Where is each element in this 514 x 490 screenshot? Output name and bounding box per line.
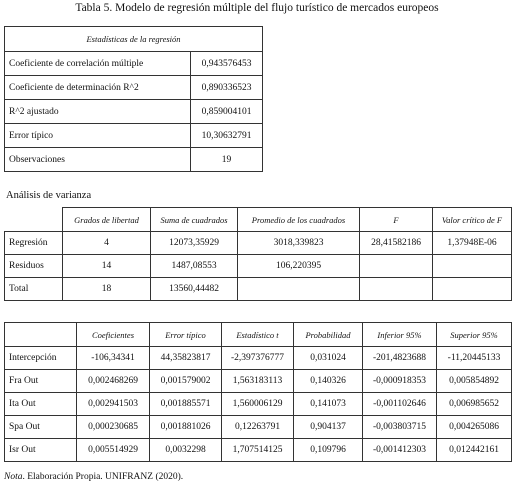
- regression-stats-header: Estadísticas de la regresión: [5, 27, 263, 52]
- stat-label: Observaciones: [5, 148, 191, 172]
- table-cell: [360, 278, 433, 301]
- note-label: Nota: [4, 472, 23, 482]
- anova-table: [4, 207, 512, 301]
- table-row: [5, 148, 263, 172]
- table-cell: 4: [63, 232, 151, 255]
- source-note: [4, 472, 183, 482]
- table-cell: 0,140326: [294, 370, 363, 393]
- table-cell: 12073,35929: [151, 232, 238, 255]
- table-row: [5, 278, 512, 301]
- column-header: Grados de libertad: [63, 208, 151, 232]
- table-row: [5, 416, 512, 439]
- column-header: Superior 95%: [437, 323, 512, 347]
- row-label: Ita Out: [5, 393, 77, 416]
- table-cell: -0,000918353: [363, 370, 437, 393]
- table-cell: 0,012442161: [437, 439, 512, 462]
- table-cell: 14: [63, 255, 151, 278]
- column-header: Probabilidad: [294, 323, 363, 347]
- table-cell: 0,0032298: [150, 439, 222, 462]
- stat-value: 0,890336523: [191, 76, 263, 100]
- stat-label: Error típico: [5, 124, 191, 148]
- table-title: Tabla 5. Modelo de regresión múltiple del flujo turístico de mercados europeos: [75, 2, 439, 14]
- row-label: Regresión: [5, 232, 63, 255]
- column-header: Inferior 95%: [363, 323, 437, 347]
- table-cell: 1487,08553: [151, 255, 238, 278]
- stat-label: Coeficiente de determinación R^2: [5, 76, 191, 100]
- table-cell: 13560,44482: [151, 278, 238, 301]
- column-header: Suma de cuadrados: [151, 208, 238, 232]
- table-cell: 0,000230685: [77, 416, 150, 439]
- stat-value: 19: [191, 148, 263, 172]
- table-cell: [433, 278, 512, 301]
- stat-value: 0,859004101: [191, 100, 263, 124]
- table-row: [5, 232, 512, 255]
- column-header: Error típico: [150, 323, 222, 347]
- table-cell: 1,707514125: [222, 439, 294, 462]
- table-row: [5, 52, 263, 76]
- table-cell: 0,002468269: [77, 370, 150, 393]
- table-row: [5, 370, 512, 393]
- table-cell: -201,4823688: [363, 347, 437, 370]
- table-cell: 0,006985652: [437, 393, 512, 416]
- table-row: [5, 100, 263, 124]
- table-cell: 0,005854892: [437, 370, 512, 393]
- regression-stats-table: [4, 26, 263, 172]
- column-header: F: [360, 208, 433, 232]
- table-row: [5, 124, 263, 148]
- row-label: Intercepción: [5, 347, 77, 370]
- stat-value: 10,30632791: [191, 124, 263, 148]
- column-header: [5, 323, 77, 347]
- note-text: . Elaboración Propia. UNIFRANZ (2020).: [22, 472, 184, 482]
- column-header: Estadístico t: [222, 323, 294, 347]
- row-label: Residuos: [5, 255, 63, 278]
- table-cell: 44,35823817: [150, 347, 222, 370]
- table-row: [5, 347, 512, 370]
- row-label: Fra Out: [5, 370, 77, 393]
- stat-label: R^2 ajustado: [5, 100, 191, 124]
- table-cell: -11,20445133: [437, 347, 512, 370]
- table-cell: 0,904137: [294, 416, 363, 439]
- table-cell: [433, 255, 512, 278]
- table-cell: 0,002941503: [77, 393, 150, 416]
- stat-label: Coeficiente de correlación múltiple: [5, 52, 191, 76]
- table-cell: -106,34341: [77, 347, 150, 370]
- column-header: Coeficientes: [77, 323, 150, 347]
- table-cell: 0,109796: [294, 439, 363, 462]
- table-cell: 1,563183113: [222, 370, 294, 393]
- table-cell: 28,41582186: [360, 232, 433, 255]
- table-row: [5, 255, 512, 278]
- row-label: Isr Out: [5, 439, 77, 462]
- table-cell: 0,141073: [294, 393, 363, 416]
- table-cell: 0,001885571: [150, 393, 222, 416]
- table-cell: 0,004265086: [437, 416, 512, 439]
- table-cell: 0,001881026: [150, 416, 222, 439]
- column-header: Promedio de los cuadrados: [238, 208, 360, 232]
- table-cell: -0,003803715: [363, 416, 437, 439]
- anova-section-label: Análisis de varianza: [6, 190, 92, 201]
- table-cell: 106,220395: [238, 255, 360, 278]
- row-label: Spa Out: [5, 416, 77, 439]
- column-header: Valor crítico de F: [433, 208, 512, 232]
- column-header: [5, 208, 63, 232]
- table-cell: -0,001102646: [363, 393, 437, 416]
- coefficients-table: [4, 322, 512, 462]
- table-cell: 1,560006129: [222, 393, 294, 416]
- table-row: [5, 393, 512, 416]
- stat-value: 0,943576453: [191, 52, 263, 76]
- table-cell: -0,001412303: [363, 439, 437, 462]
- table-cell: 0,005514929: [77, 439, 150, 462]
- table-cell: [238, 278, 360, 301]
- table-row: [5, 76, 263, 100]
- table-cell: 0,12263791: [222, 416, 294, 439]
- table-cell: [360, 255, 433, 278]
- table-cell: 0,031024: [294, 347, 363, 370]
- table-cell: -2,397376777: [222, 347, 294, 370]
- table-cell: 1,37948E-06: [433, 232, 512, 255]
- table-cell: 0,001579002: [150, 370, 222, 393]
- table-row: [5, 439, 512, 462]
- table-cell: 3018,339823: [238, 232, 360, 255]
- table-cell: 18: [63, 278, 151, 301]
- row-label: Total: [5, 278, 63, 301]
